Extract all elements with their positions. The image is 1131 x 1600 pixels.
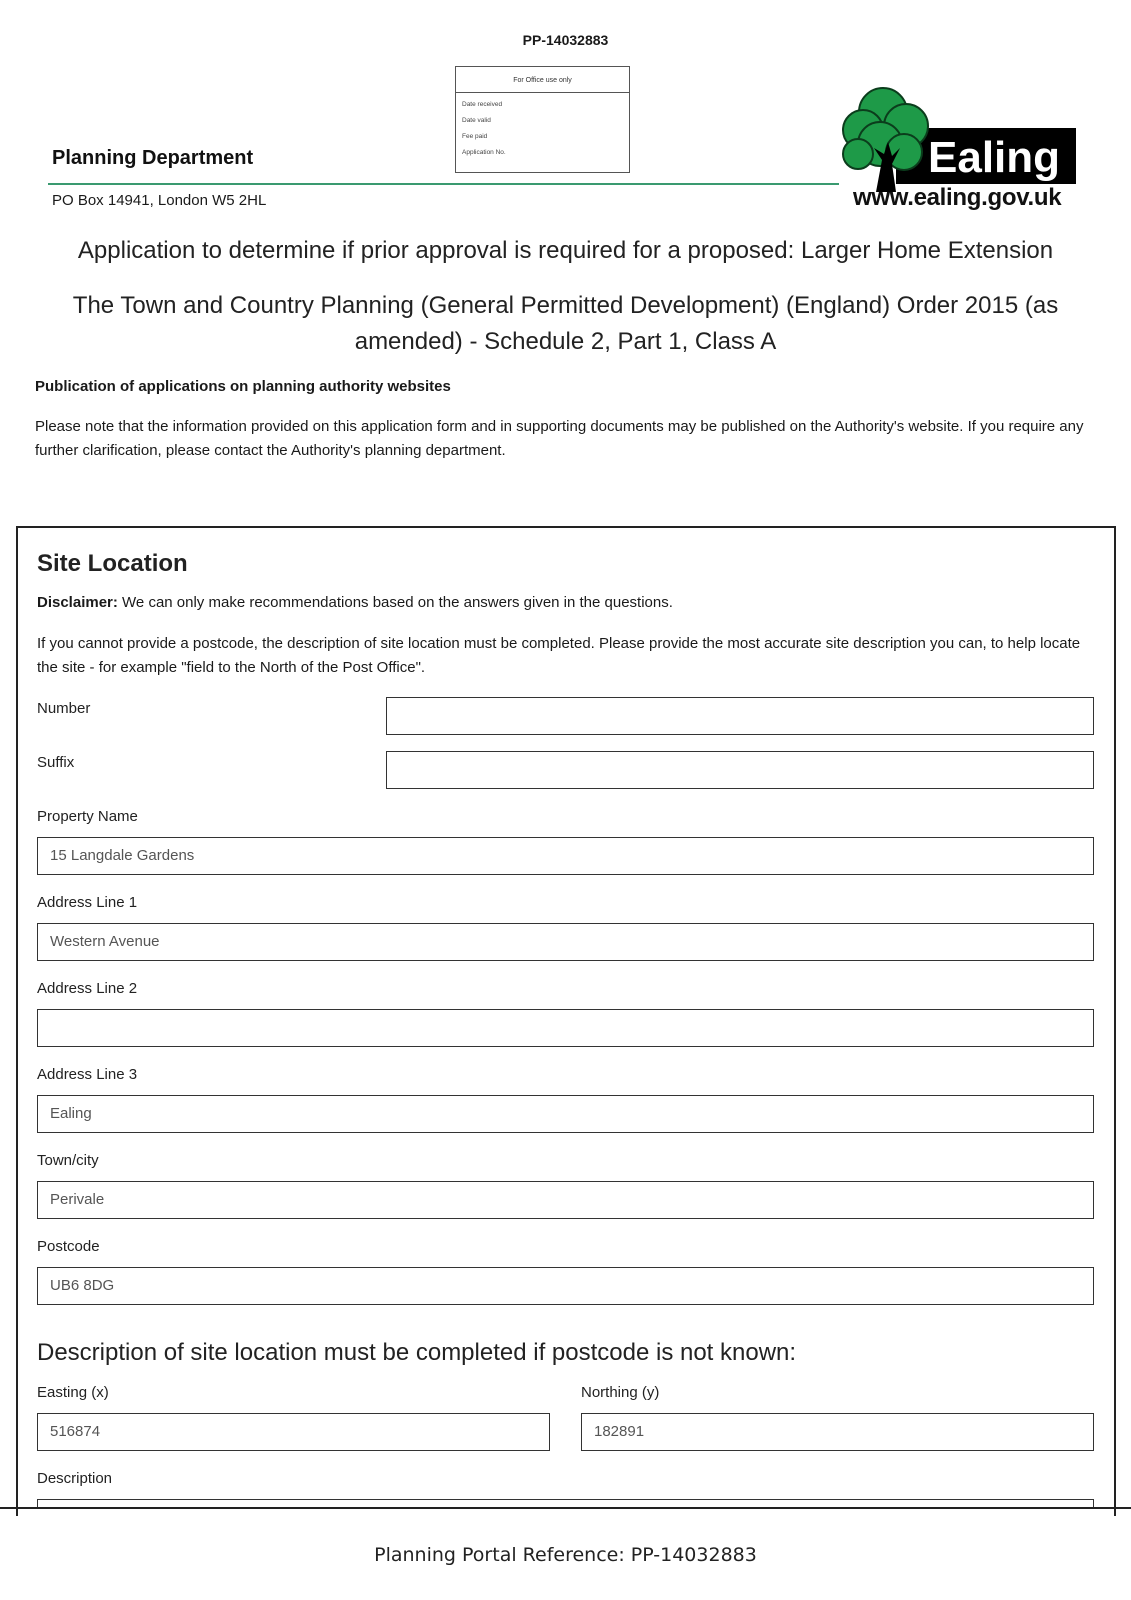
easting-field[interactable]: 516874	[37, 1413, 550, 1451]
department-title: Planning Department	[52, 147, 254, 169]
number-label: Number	[37, 700, 91, 717]
property-name-label: Property Name	[37, 808, 138, 825]
description-heading: Description of site location must be completed if postcode is not known:	[37, 1339, 797, 1366]
site-info-text: If you cannot provide a postcode, the description of site location must be completed. Please provide the most accurate site description you can, to help locate the site - for example "field to the North of the Post Office".	[37, 635, 1081, 676]
office-use-box	[455, 66, 630, 173]
address-line-3-field[interactable]: Ealing	[37, 1095, 1094, 1133]
office-row-application-no: Application No.	[462, 149, 506, 156]
application-title: Application to determine if prior approval is required for a proposed: Larger Home Extension	[77, 237, 1054, 264]
address-line-2-field[interactable]	[37, 1009, 1094, 1047]
town-city-label: Town/city	[37, 1152, 99, 1169]
description-field[interactable]	[37, 1499, 1094, 1507]
ealing-website[interactable]: www.ealing.gov.uk	[853, 184, 1062, 211]
publication-heading: Publication of applications on planning authority websites	[35, 378, 451, 395]
publication-text: Please note that the information provided on this application form and in supporting documents may be published on the Authority's website. If you require any further clarification, please contact the Authority's planning department.	[35, 418, 1084, 459]
page-bottom-divider	[0, 1507, 1131, 1509]
section-title: Site Location	[37, 550, 188, 577]
department-address: PO Box 14941, London W5 2HL	[52, 192, 267, 209]
reference-number: PP-14032883	[522, 32, 609, 48]
office-row-date-valid: Date valid	[462, 117, 491, 124]
description-label: Description	[37, 1470, 113, 1487]
address-line-1-field[interactable]: Western Avenue	[37, 923, 1094, 961]
disclaimer	[37, 594, 673, 611]
legislation-title: The Town and Country Planning (General Permitted Development) (England) Order 2015 (as amended) - Schedule 2, Part 1, Class A	[72, 292, 1059, 355]
postcode-label: Postcode	[37, 1238, 100, 1255]
tree-logo-icon	[838, 82, 1088, 192]
footer-reference: Planning Portal Reference: PP-14032883	[374, 1544, 757, 1566]
northing-field[interactable]: 182891	[581, 1413, 1094, 1451]
northing-label: Northing (y)	[581, 1384, 660, 1401]
easting-label: Easting (x)	[37, 1384, 109, 1401]
office-row-date-received: Date received	[462, 101, 503, 108]
office-row-fee-paid: Fee paid	[462, 133, 488, 140]
address-line-3-label: Address Line 3	[37, 1066, 138, 1083]
property-name-field[interactable]: 15 Langdale Gardens	[37, 837, 1094, 875]
suffix-label: Suffix	[37, 754, 75, 771]
header-divider	[48, 183, 839, 185]
address-line-1-label: Address Line 1	[37, 894, 138, 911]
disclaimer-text: We can only make recommendations based on the answers given in the questions.	[117, 594, 673, 611]
postcode-field[interactable]: UB6 8DG	[37, 1267, 1094, 1305]
logo-text: Ealing	[928, 133, 1061, 182]
town-city-field[interactable]: Perivale	[37, 1181, 1094, 1219]
disclaimer-label: Disclaimer:	[37, 594, 118, 611]
address-line-2-label: Address Line 2	[37, 980, 138, 997]
suffix-field[interactable]	[386, 751, 1094, 789]
number-field[interactable]	[386, 697, 1094, 735]
office-use-title: For Office use only	[456, 67, 629, 93]
